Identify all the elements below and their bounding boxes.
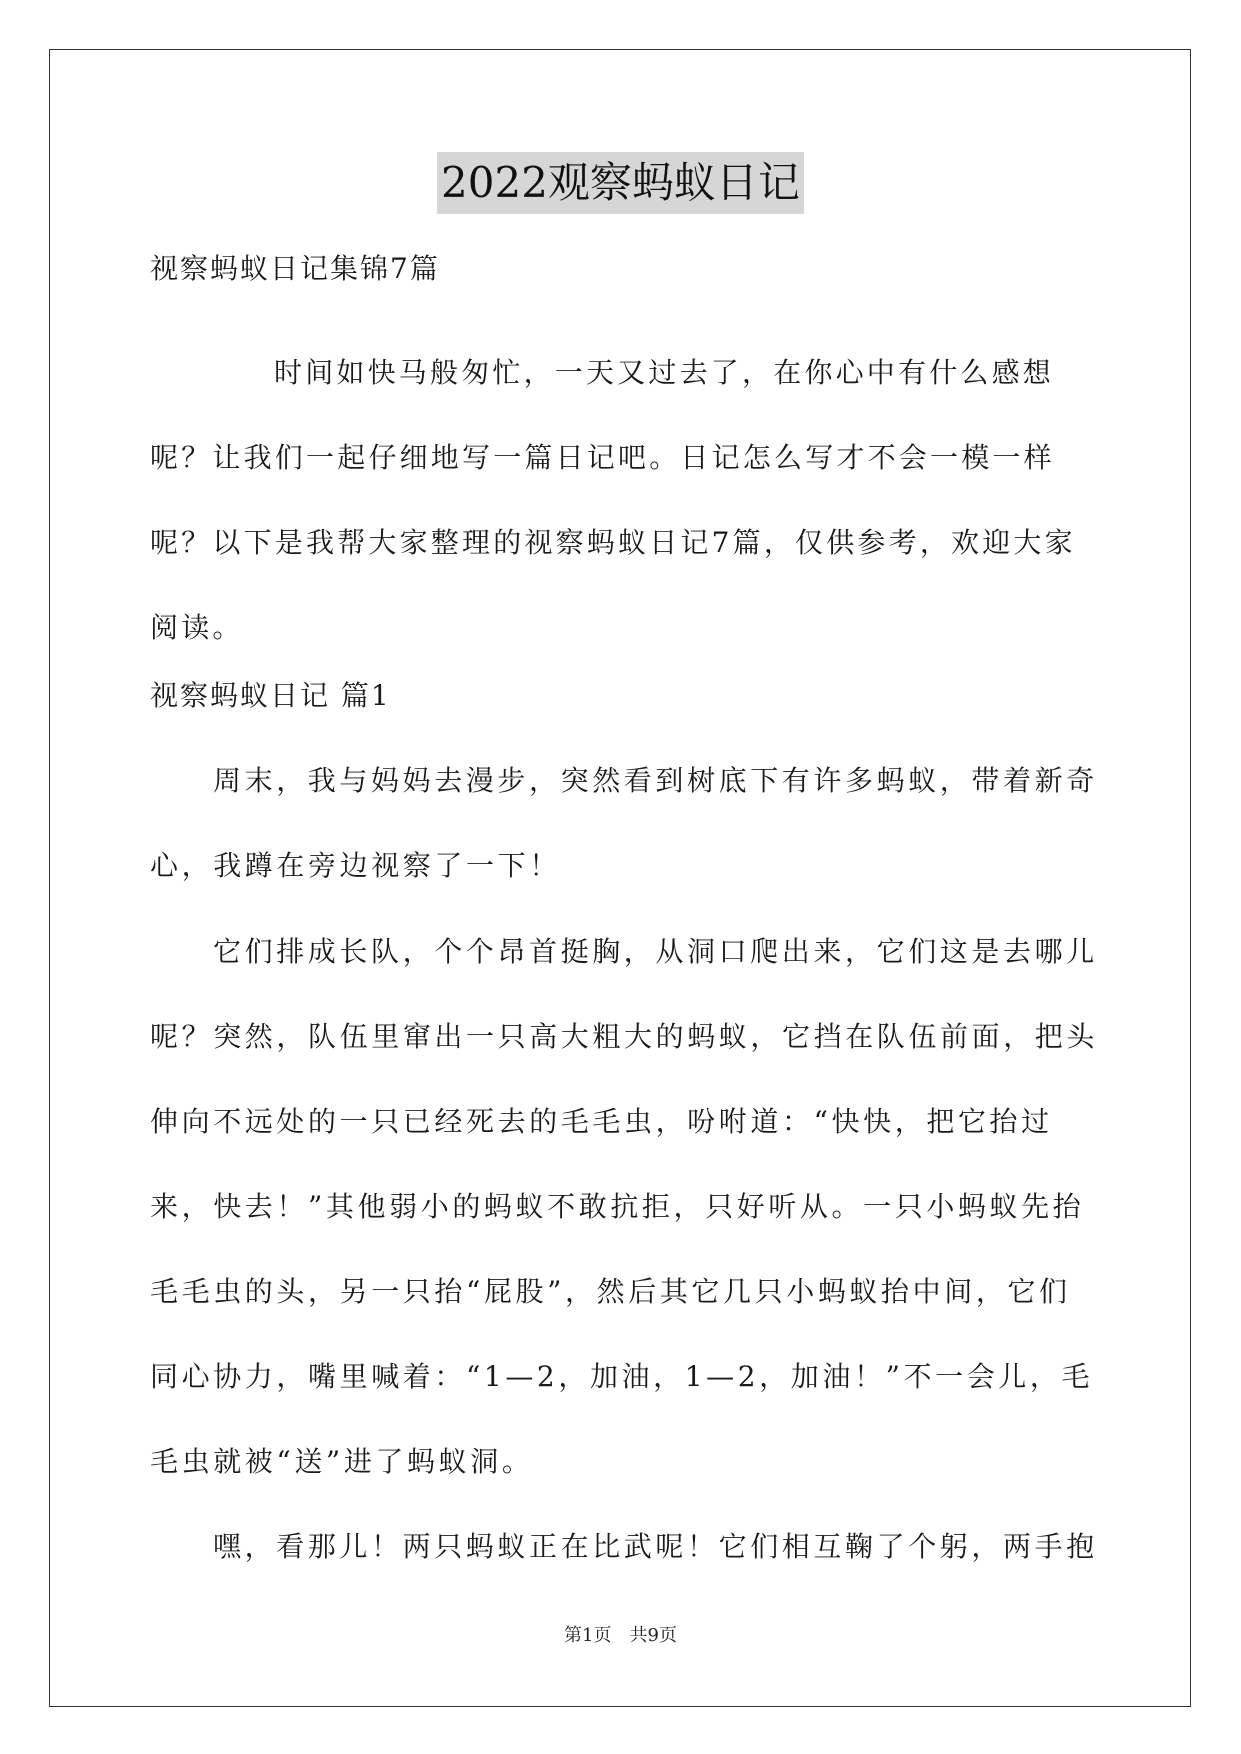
intro-paragraph: 时间如快马般匆忙，一天又过去了，在你心中有什么感想呢？让我们一起仔细地写一篇日记吧。日记怎么写才不会一模一样呢？以下是我帮大家整理的视察蚂蚁日记7篇，仅供参考，欢迎大家阅读。 [150, 356, 1076, 644]
body-paragraph: 嘿，看那儿！两只蚂蚁正在比武呢！它们相互鞠了个躬，两手抱 [213, 1530, 1098, 1563]
body-paragraph: 周末，我与妈妈去漫步，突然看到树底下有许多蚂蚁，带着新奇心，我蹲在旁边视察了一下！ [150, 764, 1098, 882]
page-total: 共9页 [629, 1625, 677, 1646]
page-number: 第1页 [564, 1625, 612, 1646]
document-subtitle: 视察蚂蚁日记集锦7篇 [150, 252, 440, 285]
title-container [0, 152, 1241, 214]
document-title: 2022观察蚂蚁日记 [437, 152, 804, 214]
section-heading: 视察蚂蚁日记 篇1 [150, 679, 391, 712]
page-footer [0, 1621, 1241, 1647]
body-paragraph: 它们排成长队，个个昂首挺胸，从洞口爬出来，它们这是去哪儿呢？突然，队伍里窜出一只高大粗大的蚂蚁，它挡在队伍前面，把头伸向不远处的一只已经死去的毛毛虫，吩咐道：“快快，把它抬过来，快去！”其他弱小的蚂蚁不敢抗拒，只好听从。一只小蚂蚁先抬毛毛虫的头，另一只抬“屁股”，然后其它几只小蚂蚁抬中间，它们同心协力，嘴里喊着：“1—2，加油，1—2，加油！”不一会儿，毛毛虫就被“送”进了蚂蚁洞。 [150, 935, 1099, 1478]
